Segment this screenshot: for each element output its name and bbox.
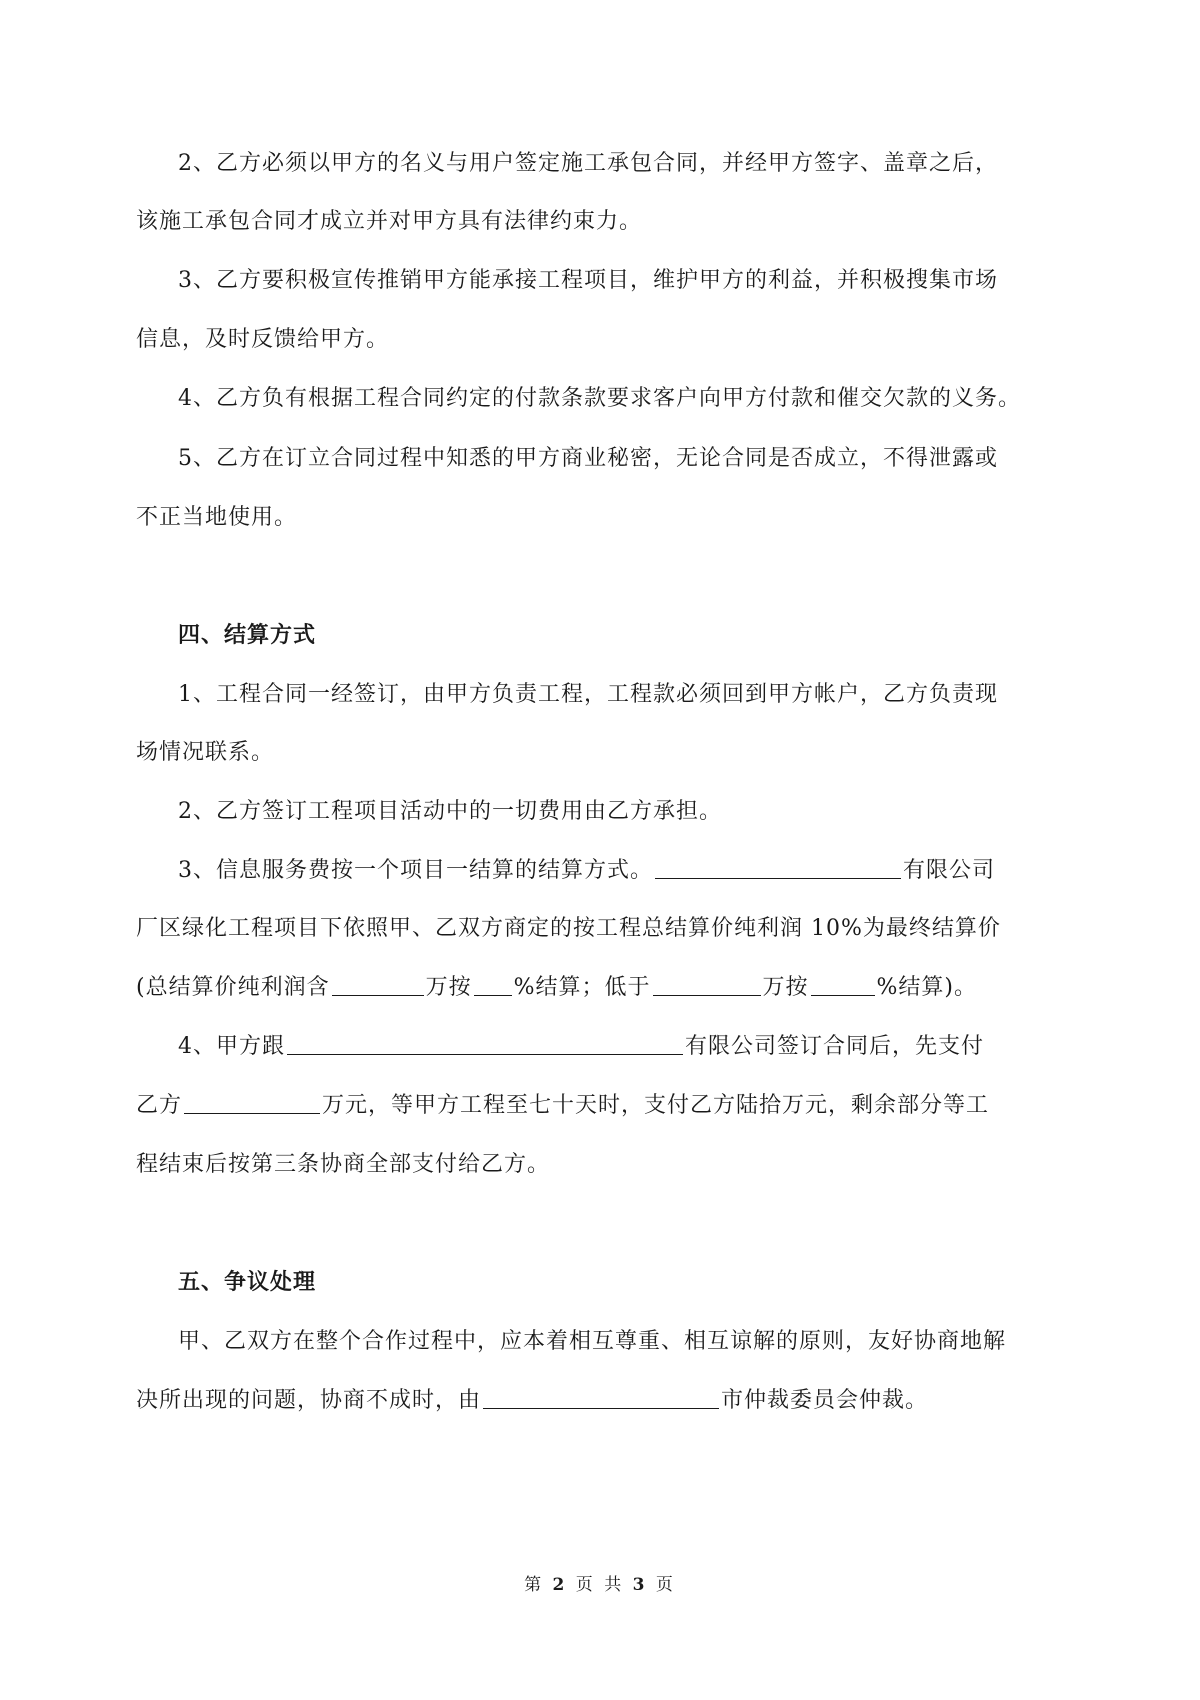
clause-3-4-line-1: 4、乙方负有根据工程合同约定的付款条款要求客户向甲方付款和催交欠款的义务。 <box>178 386 1021 411</box>
amount-blank-1 <box>332 973 424 996</box>
partner-company-blank <box>287 1032 683 1055</box>
footer-prefix: 第 <box>524 1575 545 1595</box>
clause-4-3-text-d: 万按 <box>425 975 472 1000</box>
clause-3-2-line-2: 该施工承包合同才成立并对甲方具有法律约束力。 <box>136 209 643 234</box>
clause-4-3-text-e: %结算；低于 <box>513 975 651 1000</box>
footer-suffix: 页 <box>655 1575 676 1595</box>
clause-3-3-line-2: 信息，及时反馈给甲方。 <box>136 327 390 352</box>
clause-4-3-text-a: 3、信息服务费按一个项目一结算的结算方式。 <box>178 858 653 883</box>
current-page-number: 2 <box>552 1575 568 1595</box>
clause-5-line-1: 甲、乙双方在整个合作过程中，应本着相互尊重、相互谅解的原则，友好协商地解 <box>178 1329 1007 1354</box>
percent-blank-2 <box>811 973 875 996</box>
clause-4-3-line-3 <box>136 973 977 1003</box>
clause-3-3-line-1: 3、乙方要积极宣传推销甲方能承接工程项目，维护甲方的利益，并积极搜集市场 <box>178 268 998 293</box>
clause-4-3-text-f: 万按 <box>762 975 809 1000</box>
clause-4-4-text-a: 4、甲方跟 <box>178 1034 285 1059</box>
clause-4-3-text-b: 有限公司 <box>903 858 996 883</box>
clause-4-4-text-c: 乙方 <box>136 1093 183 1118</box>
clause-4-3-line-2: 厂区绿化工程项目下依照甲、乙双方商定的按工程总结算价纯利润 10%为最终结算价 <box>136 916 1001 941</box>
clause-4-2-line-1: 2、乙方签订工程项目活动中的一切费用由乙方承担。 <box>178 799 722 824</box>
clause-5-text-a: 决所出现的问题，协商不成时，由 <box>136 1388 482 1413</box>
section-heading-settlement: 四、结算方式 <box>178 623 317 648</box>
arbitration-city-blank <box>483 1386 719 1409</box>
clause-3-5-line-1: 5、乙方在订立合同过程中知悉的甲方商业秘密，无论合同是否成立，不得泄露或 <box>178 446 998 471</box>
page-footer <box>0 1573 1200 1597</box>
clause-4-4-line-2 <box>136 1091 989 1121</box>
clause-3-2-line-1: 2、乙方必须以甲方的名义与用户签定施工承包合同，并经甲方签字、盖章之后， <box>178 151 998 176</box>
clause-4-4-line-3: 程结束后按第三条协商全部支付给乙方。 <box>136 1152 551 1177</box>
clause-5-text-b: 市仲裁委员会仲裁。 <box>721 1388 929 1413</box>
clause-3-5-line-2: 不正当地使用。 <box>136 505 298 530</box>
clause-4-3-line-1 <box>178 856 995 886</box>
clause-4-4-text-b: 有限公司签订合同后，先支付 <box>685 1034 985 1059</box>
percent-blank-1 <box>474 973 512 996</box>
clause-4-4-line-1 <box>178 1032 984 1062</box>
footer-mid: 页 共 <box>575 1575 625 1595</box>
clause-4-1-line-2: 场情况联系。 <box>136 740 275 765</box>
clause-4-3-text-c: (总结算价纯利润含 <box>136 975 330 1000</box>
total-page-number: 3 <box>632 1575 648 1595</box>
clause-5-line-2 <box>136 1386 928 1416</box>
advance-amount-blank <box>184 1091 320 1114</box>
clause-4-1-line-1: 1、工程合同一经签订，由甲方负责工程，工程款必须回到甲方帐户，乙方负责现 <box>178 682 998 707</box>
company-name-blank <box>655 856 901 879</box>
section-heading-dispute: 五、争议处理 <box>178 1270 317 1295</box>
clause-4-4-text-d: 万元，等甲方工程至七十天时，支付乙方陆拾万元，剩余部分等工 <box>322 1093 990 1118</box>
clause-4-3-text-g: %结算)。 <box>876 975 978 1000</box>
amount-blank-2 <box>653 973 761 996</box>
